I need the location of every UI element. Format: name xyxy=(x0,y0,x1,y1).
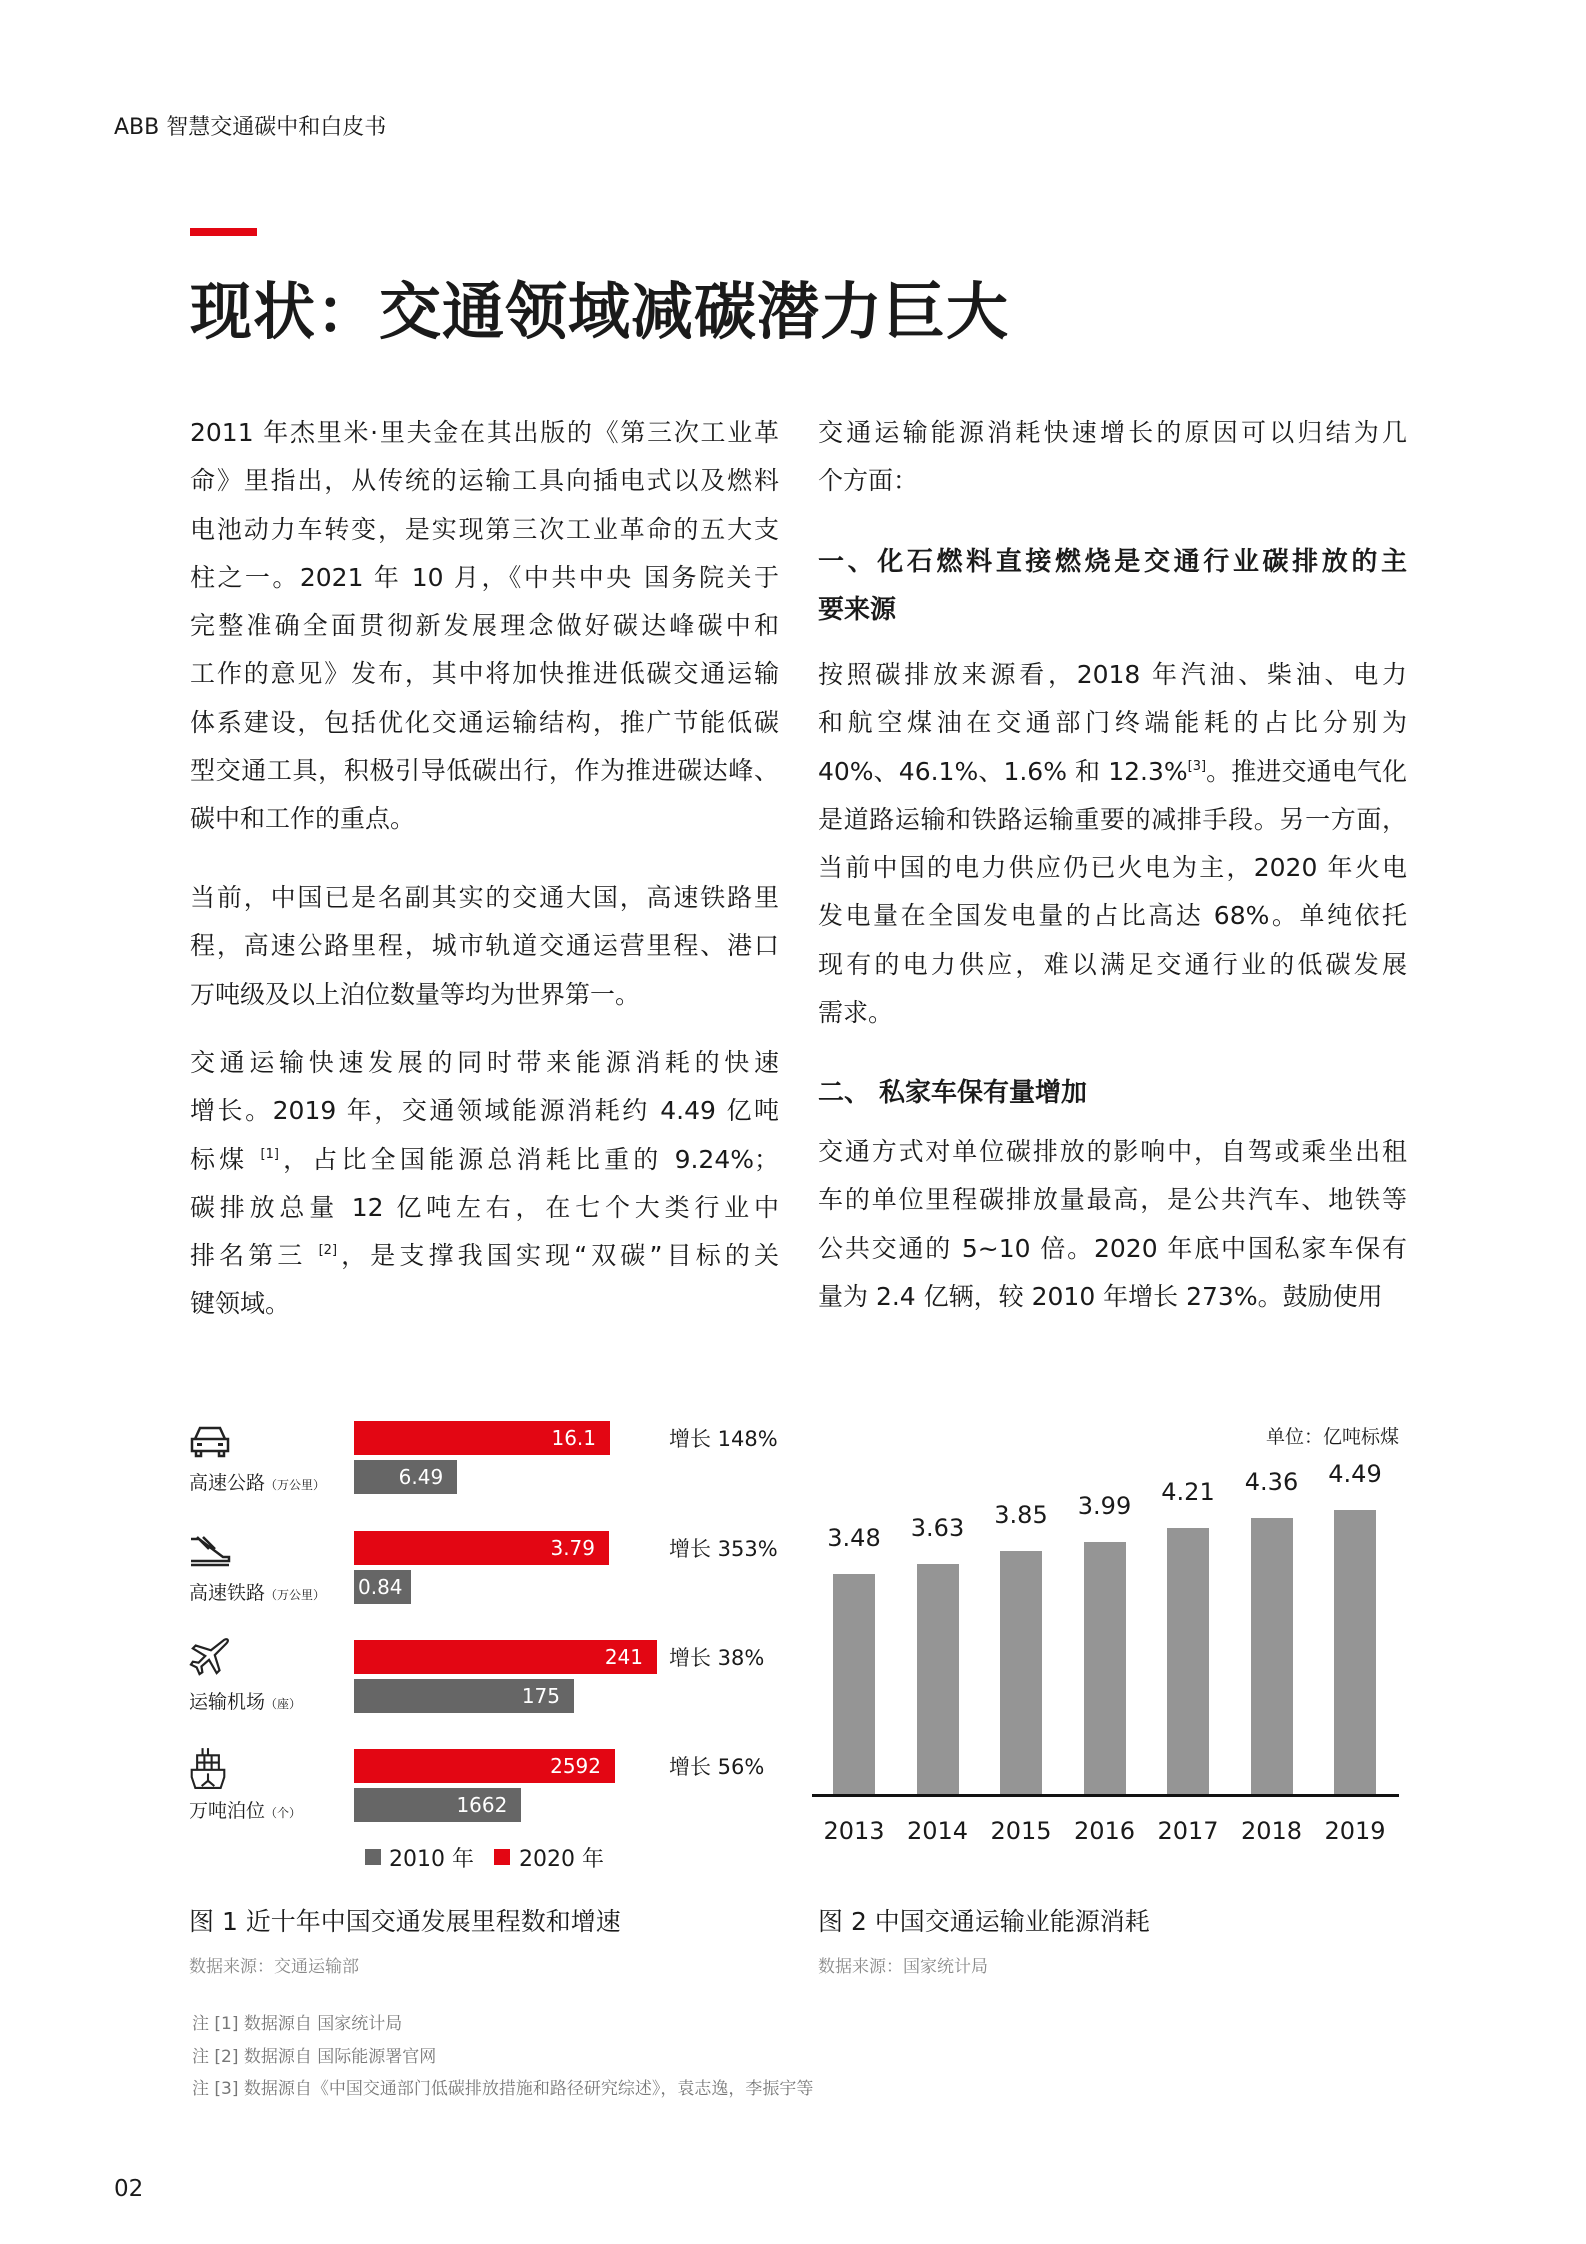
text-line xyxy=(190,602,779,650)
page-title: 现状：交通领域减碳潜力巨大 xyxy=(190,275,1010,348)
chart-caption: 图 1 近十年中国交通发展里程数和增速 xyxy=(189,1907,621,1936)
text-run: 是道路运输和铁路运输重要的减排手段。另一方面， xyxy=(818,804,1407,834)
bar xyxy=(833,1574,875,1795)
text-line xyxy=(190,554,779,602)
text-line xyxy=(818,941,1407,989)
text-line xyxy=(190,1136,779,1184)
x-tick-label: 2013 xyxy=(823,1817,885,1845)
text-run: 车的单位里程碳排放量最高，是公共汽车、地铁等 xyxy=(818,1185,1407,1215)
value-label: 3.48 xyxy=(827,1524,881,1553)
text-line xyxy=(190,1039,779,1087)
text-line xyxy=(818,538,1407,586)
text-run: 当前中国的电力供应仍已火电为主，2020 年火电 xyxy=(818,853,1407,883)
text-run: 键领域。 xyxy=(190,1289,291,1319)
text-line xyxy=(190,922,779,970)
bar xyxy=(917,1564,959,1795)
citation-reference: [2] xyxy=(318,1243,338,1259)
text-run: 型交通工具，积极引导低碳出行，作为推进碳达峰、 xyxy=(190,756,779,786)
text-run: 和航空煤油在交通部门终端能耗的占比分别为 xyxy=(818,708,1407,738)
category-unit: （万公里） xyxy=(265,1588,326,1602)
text-line xyxy=(190,457,779,505)
x-tick-label: 2015 xyxy=(990,1817,1052,1845)
footnote: 注 [3] 数据源自《中国交通部门低碳排放措施和路径研究综述》，袁志逸，李振宇等 xyxy=(192,2079,814,2099)
category-name: 高速公路 xyxy=(189,1472,266,1494)
text-run: 碳中和工作的重点。 xyxy=(190,804,416,834)
bar xyxy=(1167,1528,1209,1795)
text-run: 现有的电力供应，难以满足交通行业的低碳发展 xyxy=(818,949,1407,979)
text-line xyxy=(818,651,1407,699)
train-icon xyxy=(189,1533,231,1573)
x-tick-label: 2014 xyxy=(906,1817,969,1845)
airplane-icon xyxy=(189,1636,231,1676)
ship-icon xyxy=(189,1745,227,1791)
text-line xyxy=(818,844,1407,892)
legend-label-2010: 2010 年 xyxy=(389,1847,474,1872)
text-line xyxy=(818,892,1407,940)
text-line xyxy=(190,1087,779,1135)
text-run: 交通方式对单位碳排放的影响中，自驾或乘坐出租 xyxy=(818,1137,1407,1166)
category-unit: （万公里） xyxy=(265,1478,326,1492)
text-run: 体系建设，包括优化交通运输结构，推广节能低碳 xyxy=(190,707,779,737)
category-unit: （个） xyxy=(265,1806,302,1820)
bar xyxy=(1000,1551,1042,1795)
bar-2010: 6.49 xyxy=(354,1460,457,1494)
category-label xyxy=(189,1687,301,1714)
text-run: 一、化石燃料直接燃烧是交通行业碳排放的主 xyxy=(818,547,1407,577)
text-line xyxy=(190,874,779,922)
text-line xyxy=(818,1069,1407,1117)
text-line xyxy=(818,1225,1407,1273)
chart-source: 数据来源：国家统计局 xyxy=(818,1957,988,1977)
growth-label: 增长 56% xyxy=(669,1755,765,1779)
text-run: ，占比全国能源总消耗比重的 9.24%； xyxy=(278,1144,779,1174)
text-line xyxy=(190,699,779,747)
x-tick-label: 2019 xyxy=(1324,1817,1386,1845)
bar-2010: 175 xyxy=(354,1679,574,1713)
text-run: 量为 2.4 亿辆，较 2010 年增长 273%。鼓励使用 xyxy=(818,1281,1383,1311)
chart-caption: 图 2 中国交通运输业能源消耗 xyxy=(818,1907,1150,1936)
text-run: 公共交通的 5~10 倍。2020 年底中国私家车保有 xyxy=(818,1233,1407,1263)
bar xyxy=(1334,1510,1376,1795)
footnote: 注 [2] 数据源自 国际能源署官网 xyxy=(192,2046,437,2067)
text-line xyxy=(818,409,1407,457)
text-run: 柱之一。2021 年 10 月，《中共中央 国务院关于 xyxy=(190,562,779,592)
x-tick-label: 2016 xyxy=(1073,1817,1136,1845)
text-run: 标煤 xyxy=(190,1144,261,1174)
text-run: 当前，中国已是名副其实的交通大国，高速铁路里 xyxy=(190,883,779,912)
paragraph xyxy=(190,874,779,1019)
text-line xyxy=(190,971,779,1019)
title-accent-bar xyxy=(190,228,257,236)
value-label: 3.63 xyxy=(910,1514,965,1543)
text-run: 要来源 xyxy=(818,595,897,626)
bar-2010: 1662 xyxy=(354,1788,521,1822)
text-line xyxy=(818,457,1407,505)
text-line xyxy=(818,1128,1407,1176)
unit-label: 单位：亿吨标煤 xyxy=(1265,1426,1399,1448)
text-run: 40%、46.1%、1.6% 和 12.3% xyxy=(818,756,1188,786)
text-run: 排名第三 xyxy=(190,1241,319,1271)
text-run: 万吨级及以上泊位数量等均为世界第一。 xyxy=(190,979,641,1009)
text-run: 工作的意见》发布，其中将加快推进低碳交通运输 xyxy=(190,659,779,689)
bar-2020: 2592 xyxy=(354,1749,615,1783)
bar xyxy=(1251,1518,1293,1795)
legend-swatch-2010 xyxy=(365,1849,381,1865)
x-tick-label: 2017 xyxy=(1157,1817,1219,1845)
citation-reference: [3] xyxy=(1187,758,1207,774)
bar-2020: 3.79 xyxy=(354,1531,609,1565)
text-run: 需求。 xyxy=(818,998,894,1028)
value-label: 4.21 xyxy=(1161,1477,1215,1506)
text-line xyxy=(190,747,779,795)
paragraph xyxy=(818,1128,1407,1321)
bar xyxy=(1084,1542,1126,1795)
category-name: 高速铁路 xyxy=(189,1582,266,1604)
text-line xyxy=(190,1232,779,1280)
legend-label-2020: 2020 年 xyxy=(519,1847,604,1872)
text-run: 个方面： xyxy=(818,466,919,496)
text-run: 2011 年杰里米·里夫金在其出版的《第三次工业革 xyxy=(190,418,779,447)
car-icon xyxy=(189,1423,231,1463)
paragraph xyxy=(190,409,779,844)
growth-label: 增长 148% xyxy=(669,1427,778,1451)
value-label: 3.85 xyxy=(994,1500,1048,1529)
legend-swatch-2020 xyxy=(494,1849,510,1865)
ship-icon xyxy=(189,1745,231,1785)
text-line xyxy=(818,699,1407,747)
growth-label: 增长 38% xyxy=(669,1646,765,1670)
x-tick-label: 2018 xyxy=(1240,1817,1303,1845)
text-line xyxy=(190,650,779,698)
car-icon xyxy=(189,1423,231,1459)
text-run: 程，高速公路里程，城市轨道交通运营里程、港口 xyxy=(190,931,779,961)
text-run: 碳排放总量 12 亿吨左右，在七个大类行业中 xyxy=(190,1192,779,1222)
footnote: 注 [1] 数据源自 国家统计局 xyxy=(192,2014,403,2034)
growth-label: 增长 353% xyxy=(669,1537,778,1561)
category-label xyxy=(189,1578,325,1605)
text-run: 交通运输快速发展的同时带来能源消耗的快速 xyxy=(190,1048,779,1077)
paragraph xyxy=(818,651,1407,1037)
section-heading xyxy=(818,538,1407,635)
text-line xyxy=(190,506,779,554)
section-heading xyxy=(818,1069,1407,1117)
bar-2020: 16.1 xyxy=(354,1421,610,1455)
text-line xyxy=(190,1280,779,1328)
text-run: ，是支撑我国实现“双碳”目标的关 xyxy=(337,1241,780,1271)
category-unit: （座） xyxy=(265,1697,302,1711)
chart-source: 数据来源：交通运输部 xyxy=(189,1957,359,1977)
text-run: 完整准确全面贯彻新发展理念做好碳达峰碳中和 xyxy=(190,611,779,641)
text-line xyxy=(818,989,1407,1037)
text-line xyxy=(818,1273,1407,1321)
text-run: 电池动力车转变，是实现第三次工业革命的五大支 xyxy=(190,514,779,544)
text-run: 二、 私家车保有量增加 xyxy=(818,1078,1088,1108)
text-line xyxy=(190,1184,779,1232)
value-label: 4.36 xyxy=(1244,1468,1299,1497)
category-label xyxy=(189,1468,325,1495)
text-run: 发电量在全国发电量的占比高达 68%。单纯依托 xyxy=(818,901,1407,931)
category-label xyxy=(189,1796,301,1823)
bar-2020: 241 xyxy=(354,1640,657,1674)
text-line xyxy=(818,748,1407,796)
text-line xyxy=(818,586,1407,634)
text-run: 。推进交通电气化 xyxy=(1206,756,1407,786)
text-run: 增长。2019 年，交通领域能源消耗约 4.49 亿吨 xyxy=(190,1096,779,1126)
text-line xyxy=(818,796,1407,844)
value-label: 4.49 xyxy=(1328,1459,1382,1488)
text-run: 命》里指出，从传统的运输工具向插电式以及燃料 xyxy=(190,466,779,496)
text-run: 按照碳排放来源看，2018 年汽油、柴油、电力 xyxy=(818,660,1407,689)
text-line xyxy=(190,795,779,843)
train-icon xyxy=(189,1533,231,1569)
text-line xyxy=(190,409,779,457)
x-axis-line xyxy=(812,1794,1399,1797)
paragraph xyxy=(818,409,1407,506)
value-label: 3.99 xyxy=(1077,1491,1132,1520)
airplane-icon xyxy=(189,1636,231,1676)
page-number: 02 xyxy=(114,2176,144,2202)
text-run: 交通运输能源消耗快速增长的原因可以归结为几 xyxy=(818,418,1407,447)
bar-2010: 0.84 xyxy=(354,1570,411,1604)
category-name: 运输机场 xyxy=(189,1691,266,1713)
paragraph xyxy=(190,1039,779,1329)
citation-reference: [1] xyxy=(260,1146,279,1162)
text-line xyxy=(818,1176,1407,1224)
category-name: 万吨泊位 xyxy=(189,1800,266,1822)
document-header: ABB 智慧交通碳中和白皮书 xyxy=(114,115,387,140)
